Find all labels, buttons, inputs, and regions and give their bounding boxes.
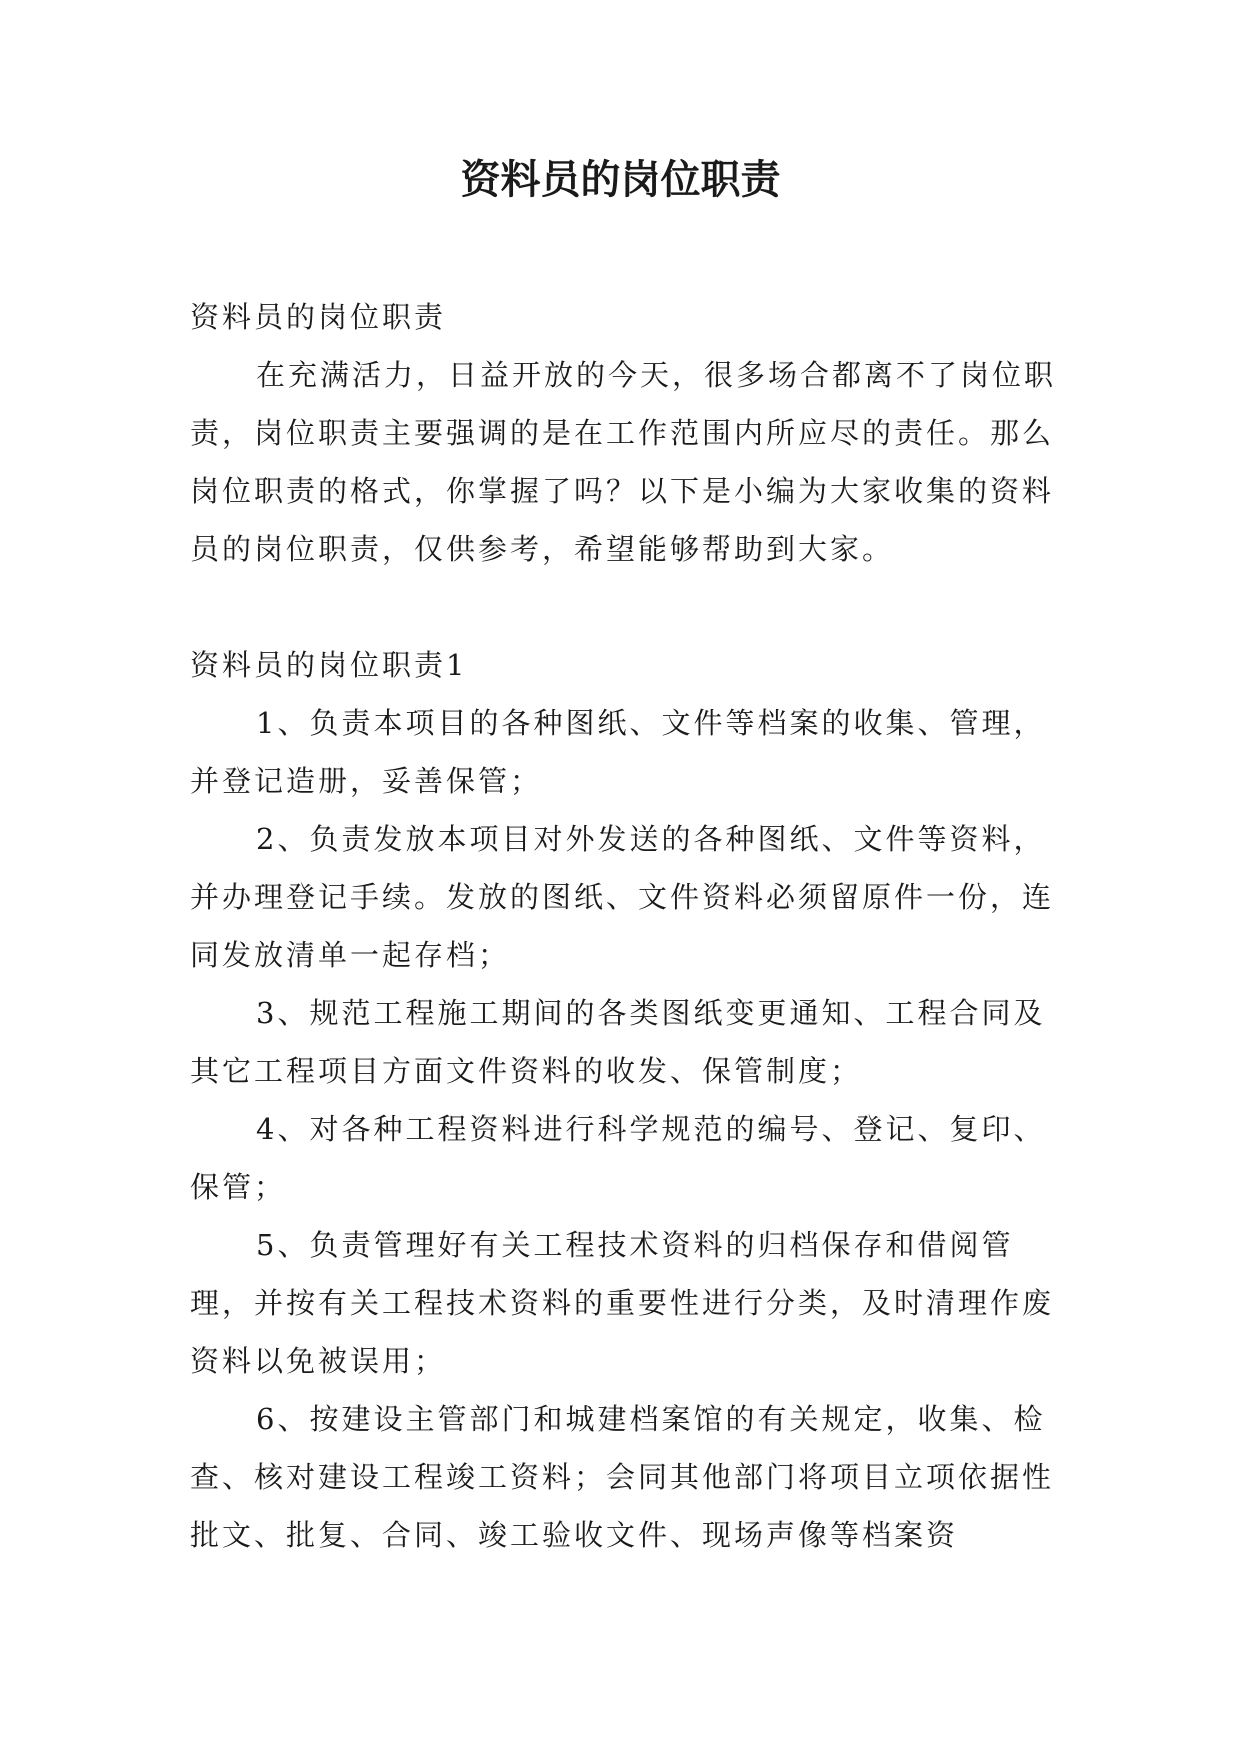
duty-item-6: 6、按建设主管部门和城建档案馆的有关规定，收集、检查、核对建设工程竣工资料；会同其他部门将项目立项依据性批文、批复、合同、竣工验收文件、现场声像等档案资 [190, 1402, 1055, 1552]
duty-item-1: 1、负责本项目的各种图纸、文件等档案的收集、管理，并登记造册，妥善保管； [190, 706, 1046, 798]
duty-item-3: 3、规范工程施工期间的各类图纸变更通知、工程合同及其它工程项目方面文件资料的收发、保管制度； [190, 996, 1046, 1088]
section-heading: 资料员的岗位职责1 [190, 648, 468, 682]
duty-item-5: 5、负责管理好有关工程技术资料的归档保存和借阅管理，并按有关工程技术资料的重要性进行分类，及时清理作废资料以免被误用； [190, 1228, 1055, 1378]
intro-heading: 资料员的岗位职责 [190, 300, 447, 334]
intro-paragraph: 在充满活力，日益开放的今天，很多场合都离不了岗位职责，岗位职责主要强调的是在工作范围内所应尽的责任。那么岗位职责的格式，你掌握了吗？以下是小编为大家收集的资料员的岗位职责，仅供参考，希望能够帮助到大家。 [190, 358, 1057, 566]
section-spacer [190, 578, 1070, 636]
duty-item-2: 2、负责发放本项目对外发送的各种图纸、文件等资料，并办理登记手续。发放的图纸、文件资料必须留原件一份，连同发放清单一起存档； [190, 822, 1055, 972]
duty-item-4: 4、对各种工程资料进行科学规范的编号、登记、复印、保管； [190, 1112, 1046, 1204]
document-body [190, 288, 1070, 1564]
document-title: 资料员的岗位职责 [460, 156, 781, 203]
